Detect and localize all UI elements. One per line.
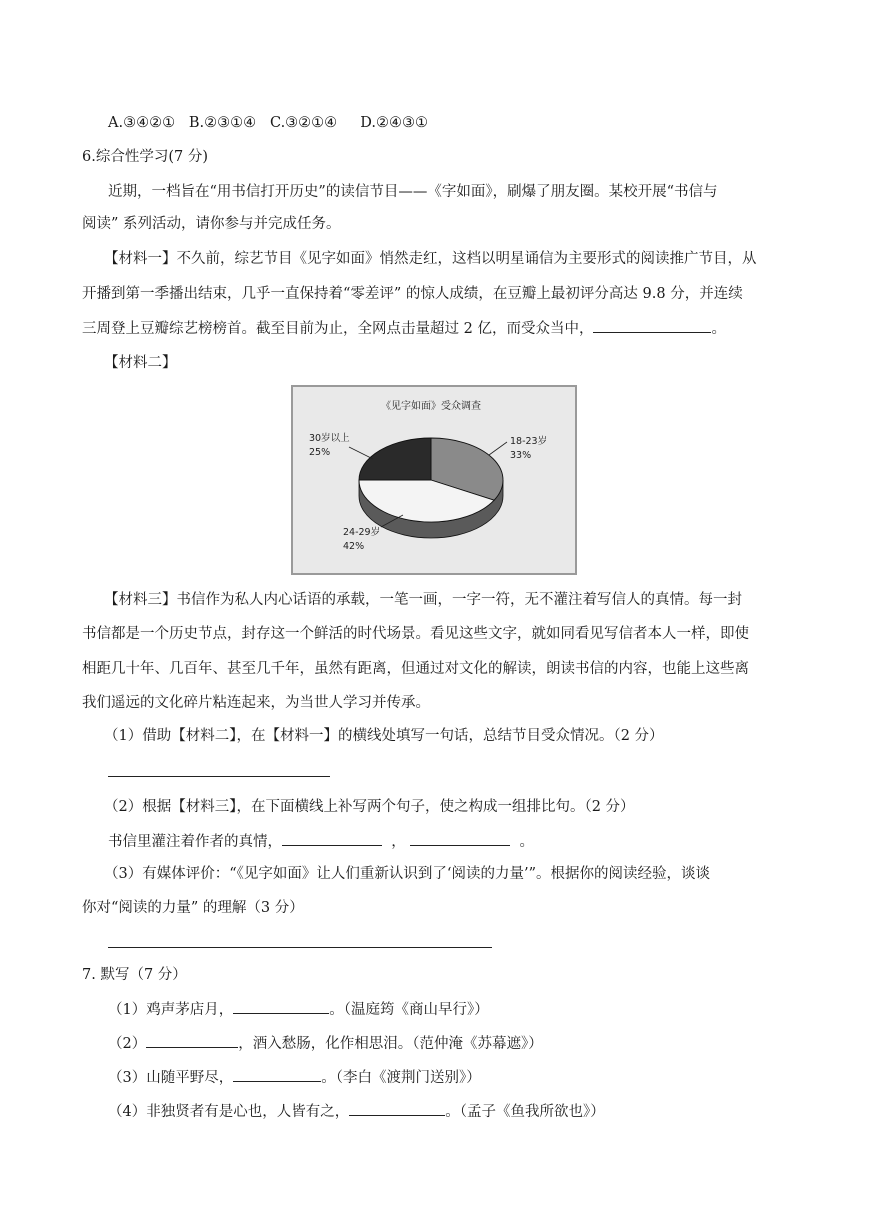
sub3-answer-line[interactable] <box>108 947 492 948</box>
q7-item4-text: （4）非独贤者有是心也，人皆有之， <box>108 1104 350 1120</box>
sub-question-2: （2）根据【材料三】，在下面横线上补写两个句子，使之构成一组排比句。（2 分） <box>104 799 635 815</box>
q7-item4-source: 。（孟子《鱼我所欲也》） <box>445 1104 605 1120</box>
material1-line3 <box>82 318 726 339</box>
q7-item4-blank[interactable] <box>349 1101 445 1116</box>
sub2-fill-line <box>108 831 534 852</box>
sub2-blank-1[interactable] <box>282 831 382 846</box>
slice-label-2: 24-29岁 <box>343 527 381 538</box>
chart-title: 《见字如面》受众调查 <box>381 401 481 412</box>
q6-title: 6.综合性学习(7 分) <box>82 149 208 165</box>
q7-item3-text: （3）山随平野尽， <box>108 1070 234 1086</box>
q7-item2-num: （2） <box>108 1036 147 1052</box>
material3-line1: 【材料三】书信作为私人内心话语的承载，一笔一画，一字一符，无不灌注着写信人的真情。每一封 <box>104 592 742 608</box>
q7-title: 7. 默写（7 分） <box>82 967 187 983</box>
sub-question-1: （1）借助【材料二】，在【材料一】的横线处填写一句话，总结节目受众情况。（2 分） <box>104 728 664 744</box>
q7-item1-text: （1）鸡声茅店月， <box>108 1002 234 1018</box>
q7-item1-source: 。（温庭筠《商山早行》） <box>329 1002 489 1018</box>
q7-item-1 <box>108 999 489 1020</box>
q7-item-3 <box>108 1067 481 1088</box>
q6-intro-line1: 近期，一档旨在“用书信打开历史”的读信节目——《字如面》，刷爆了朋友圈。某校开展“书信与 <box>108 184 718 200</box>
leader-line-1 <box>489 442 507 455</box>
slice-percent-1: 33% <box>510 450 532 461</box>
slice-percent-2: 42% <box>343 541 365 552</box>
slice-label-1: 18-23岁 <box>510 436 548 447</box>
q6-intro-line2: 阅读” 系列活动，请你参与并完成任务。 <box>82 216 341 232</box>
sub2-blank-2[interactable] <box>410 831 510 846</box>
material1-line2: 开播到第一季播出结束，几乎一直保持着“零差评” 的惊人成绩，在豆瓣上最初评分高达 9.8 分，并连续 <box>82 286 743 302</box>
material1-line3-end: 。 <box>711 321 726 337</box>
q7-item-2 <box>108 1033 543 1054</box>
option-a: A.③④②① <box>108 115 176 131</box>
material3-line2: 书信都是一个历史节点，封存这一个鲜活的时代场景。看见这些文字，就如同看见写信者本人一样，即使 <box>82 626 749 642</box>
material1-answer-blank[interactable] <box>593 318 711 333</box>
option-c: C.③②①④ <box>270 115 338 131</box>
material1-line3-text: 三周登上豆瓣综艺榜榜首。截至目前为止，全网点击量超过 2 亿，而受众当中， <box>82 321 594 337</box>
material3-line3: 相距几十年、几百年、甚至几千年，虽然有距离，但通过对文化的解读，朗读书信的内容，也能上这些离 <box>82 661 749 677</box>
q7-item2-blank[interactable] <box>146 1033 238 1048</box>
audience-survey-chart <box>291 385 577 575</box>
sub2-comma: ， <box>391 834 406 850</box>
q7-item3-source: 。（李白《渡荆门送别》） <box>321 1070 481 1086</box>
option-d: D.②④③① <box>360 115 428 131</box>
material3-line4: 我们遥远的文化碎片粘连起来，为当世人学习并传承。 <box>82 695 430 711</box>
slice-percent-3: 25% <box>309 447 331 458</box>
q7-item-4 <box>108 1101 605 1122</box>
material1-line1: 【材料一】不久前，综艺节目《见字如面》悄然走红，这档以明星诵信为主要形式的阅读推广节目，从 <box>104 251 757 267</box>
sub-question-3-line1: （3）有媒体评价：“《见字如面》让人们重新认识到了‘阅读的力量’”。根据你的阅读经验，谈谈 <box>104 866 711 882</box>
material2-label: 【材料二】 <box>104 355 177 371</box>
slice-label-3: 30岁以上 <box>309 433 350 444</box>
sub-question-3-line2: 你对“阅读的力量” 的理解（3 分） <box>82 900 304 916</box>
sub2-end: 。 <box>519 834 535 850</box>
option-b: B.②③①④ <box>188 115 257 131</box>
q7-item3-blank[interactable] <box>233 1067 321 1082</box>
sub1-answer-line[interactable] <box>108 776 330 777</box>
q5-options <box>108 113 428 133</box>
pie-chart-svg <box>293 387 575 573</box>
q7-item1-blank[interactable] <box>233 999 329 1014</box>
pie-slice-3 <box>359 438 431 480</box>
leader-line-3 <box>349 447 373 459</box>
sub2-prefix: 书信里灌注着作者的真情， <box>108 834 282 850</box>
q7-item2-text: ，酒入愁肠，化作相思泪。（范仲淹《苏幕遮》） <box>238 1036 543 1052</box>
